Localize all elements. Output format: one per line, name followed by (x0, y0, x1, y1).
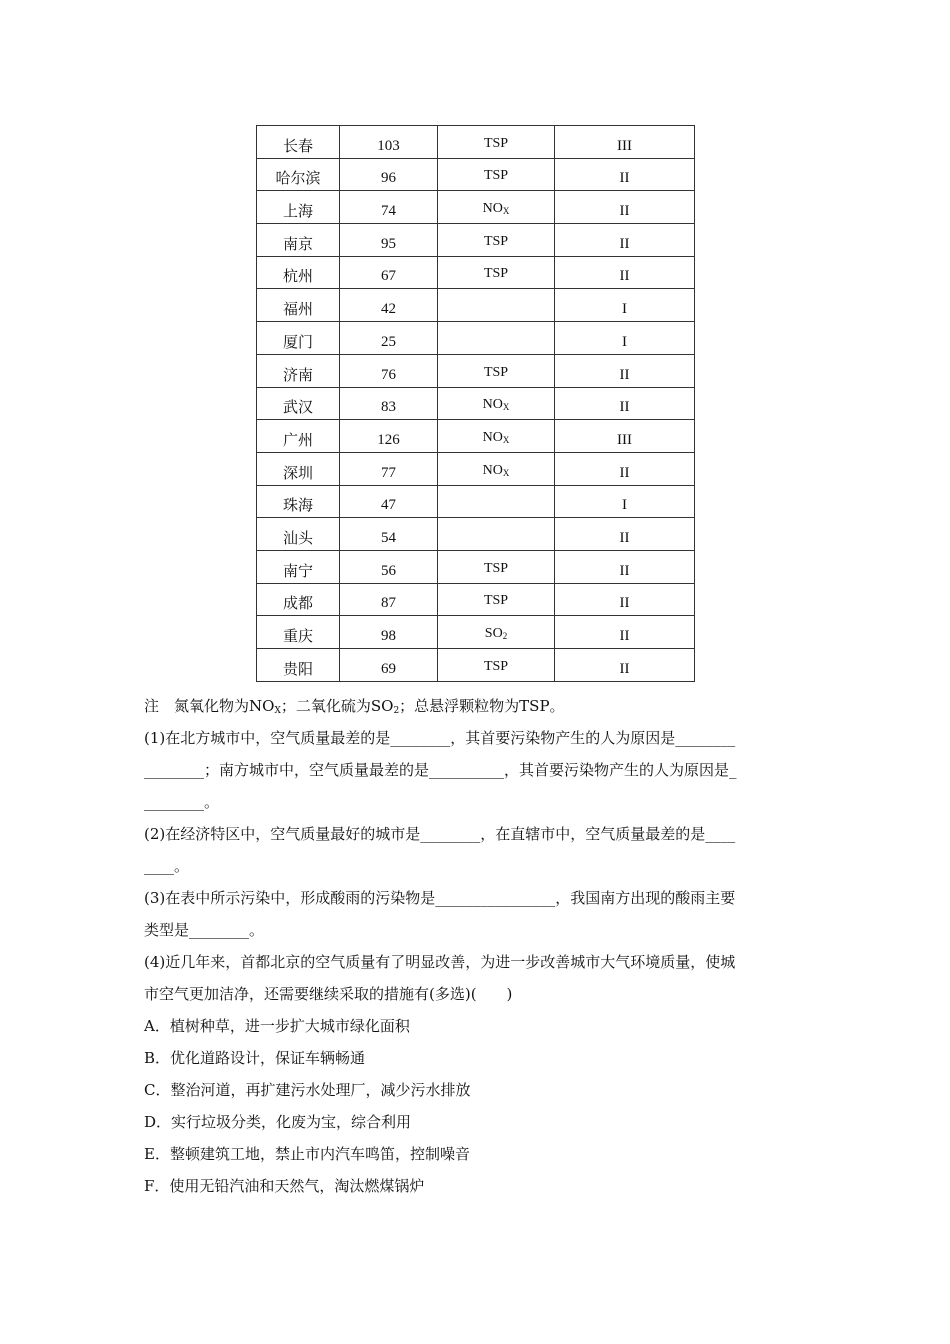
city-cell: 厦门 (257, 322, 340, 355)
pollutant-cell (438, 387, 555, 420)
question-4-line-1: (4)近几年来，首都北京的空气质量有了明显改善，为进一步改善城市大气环境质量，使城 (144, 953, 736, 971)
table-row (257, 485, 695, 518)
city-cell: 哈尔滨 (257, 158, 340, 191)
city-cell: 杭州 (257, 256, 340, 289)
city-cell: 贵阳 (257, 649, 340, 682)
pollutant-cell (438, 518, 555, 551)
air-quality-table (256, 125, 695, 682)
pollutant-cell (438, 420, 555, 453)
question-1-line-3: ________。 (144, 793, 220, 811)
question-3-line-1: (3)在表中所示污染中，形成酸雨的污染物是________________，我国南方出现的酸雨主要 (144, 889, 736, 907)
note-part-c: ；总悬浮颗粒物为TSP。 (399, 697, 565, 715)
question-2-line-2: ____。 (144, 857, 190, 875)
level-cell: I (555, 485, 695, 518)
index-cell: 77 (340, 452, 438, 485)
question-2-line-1: (2)在经济特区中，空气质量最好的城市是________，在直辖市中，空气质量最差的是____ (144, 825, 736, 843)
pollutant-text: NO (482, 429, 503, 445)
note-part-a: 注 氮氧化物为NO (144, 697, 275, 715)
level-cell: II (555, 518, 695, 551)
pollutant-cell (438, 550, 555, 583)
pollutant-text: TSP (483, 658, 509, 674)
pollutant-cell (438, 322, 555, 355)
table-row (257, 452, 695, 485)
level-cell: III (555, 126, 695, 159)
index-cell: 42 (340, 289, 438, 322)
city-cell: 福州 (257, 289, 340, 322)
city-cell: 深圳 (257, 452, 340, 485)
city-cell: 武汉 (257, 387, 340, 420)
pollutant-text: TSP (483, 233, 509, 249)
pollutant-cell (438, 649, 555, 682)
index-cell: 56 (340, 550, 438, 583)
table-row (257, 191, 695, 224)
pollutant-text: TSP (483, 135, 509, 151)
index-cell: 87 (340, 583, 438, 616)
level-cell: I (555, 322, 695, 355)
table-row (257, 224, 695, 257)
index-cell: 98 (340, 616, 438, 649)
pollutant-text: SO (484, 626, 503, 641)
note-sub-a: X (274, 706, 281, 716)
pollutant-cell (438, 452, 555, 485)
index-cell: 69 (340, 649, 438, 682)
city-cell: 成都 (257, 583, 340, 616)
question-4-line-2: 市空气更加洁净，还需要继续采取的措施有(多选)( ) (144, 985, 513, 1003)
table-row (257, 387, 695, 420)
table-row (257, 322, 695, 355)
city-cell: 广州 (257, 420, 340, 453)
pollutant-subscript: X (502, 467, 510, 478)
option-d: D．实行垃圾分类，化废为宝，综合利用 (144, 1113, 412, 1131)
level-cell: II (555, 191, 695, 224)
index-cell: 126 (340, 420, 438, 453)
table-row (257, 420, 695, 453)
city-cell: 重庆 (257, 616, 340, 649)
note-part-b: ；二氧化硫为SO (280, 697, 394, 715)
question-1-line-2: ________；南方城市中，空气质量最差的是__________，其首要污染物产生的人为原因是_ (144, 761, 737, 779)
option-f: F．使用无铅汽油和天然气，淘汰燃煤锅炉 (144, 1177, 425, 1195)
pollutant-text: TSP (483, 168, 509, 184)
pollutant-cell (438, 485, 555, 518)
table-row (257, 616, 695, 649)
pollutant-cell (438, 256, 555, 289)
pollutant-text: TSP (483, 266, 509, 282)
table-row (257, 649, 695, 682)
pollutant-cell (438, 354, 555, 387)
table-row (257, 289, 695, 322)
pollutant-text: NO (482, 462, 503, 478)
level-cell: II (555, 616, 695, 649)
index-cell: 74 (340, 191, 438, 224)
level-cell: III (555, 420, 695, 453)
pollutant-subscript: X (502, 434, 510, 445)
option-a: A．植树种草，进一步扩大城市绿化面积 (144, 1017, 410, 1035)
question-1-line-1: (1)在北方城市中，空气质量最差的是________，其首要污染物产生的人为原因是________ (144, 729, 736, 747)
pollutant-subscript: 2 (502, 631, 508, 641)
note-sub-b: 2 (393, 706, 400, 716)
table-row (257, 126, 695, 159)
pollutant-cell (438, 616, 555, 649)
city-cell: 上海 (257, 191, 340, 224)
table-row (257, 518, 695, 551)
index-cell: 54 (340, 518, 438, 551)
city-cell: 珠海 (257, 485, 340, 518)
city-cell: 南京 (257, 224, 340, 257)
option-b: B．优化道路设计，保证车辆畅通 (144, 1049, 366, 1067)
level-cell: II (555, 256, 695, 289)
pollutant-text: TSP (483, 560, 509, 576)
level-cell: II (555, 224, 695, 257)
index-cell: 96 (340, 158, 438, 191)
option-c: C．整治河道，再扩建污水处理厂，减少污水排放 (144, 1081, 471, 1099)
level-cell: II (555, 550, 695, 583)
pollutant-cell (438, 158, 555, 191)
table-row (257, 158, 695, 191)
index-cell: 103 (340, 126, 438, 159)
city-cell: 汕头 (257, 518, 340, 551)
index-cell: 95 (340, 224, 438, 257)
level-cell: II (555, 158, 695, 191)
city-cell: 济南 (257, 354, 340, 387)
pollutant-cell (438, 289, 555, 322)
pollutant-text: TSP (483, 364, 509, 380)
pollutant-text: NO (482, 201, 503, 217)
pollutant-cell (438, 583, 555, 616)
pollutant-text: NO (482, 397, 503, 413)
pollutant-subscript: X (502, 402, 510, 413)
question-3-line-2: 类型是________。 (144, 921, 265, 939)
table-row (257, 354, 695, 387)
index-cell: 67 (340, 256, 438, 289)
option-e: E．整顿建筑工地，禁止市内汽车鸣笛，控制噪音 (144, 1145, 470, 1163)
table-row (257, 550, 695, 583)
level-cell: I (555, 289, 695, 322)
index-cell: 76 (340, 354, 438, 387)
city-cell: 南宁 (257, 550, 340, 583)
table-row (257, 583, 695, 616)
pollutant-subscript: X (502, 206, 510, 217)
level-cell: II (555, 583, 695, 616)
pollutant-cell (438, 126, 555, 159)
index-cell: 25 (340, 322, 438, 355)
pollutant-text: TSP (483, 593, 509, 609)
city-cell: 长春 (257, 126, 340, 159)
pollutant-cell (438, 191, 555, 224)
level-cell: II (555, 649, 695, 682)
level-cell: II (555, 452, 695, 485)
pollutant-cell (438, 224, 555, 257)
level-cell: II (555, 387, 695, 420)
index-cell: 47 (340, 485, 438, 518)
level-cell: II (555, 354, 695, 387)
index-cell: 83 (340, 387, 438, 420)
table-row (257, 256, 695, 289)
